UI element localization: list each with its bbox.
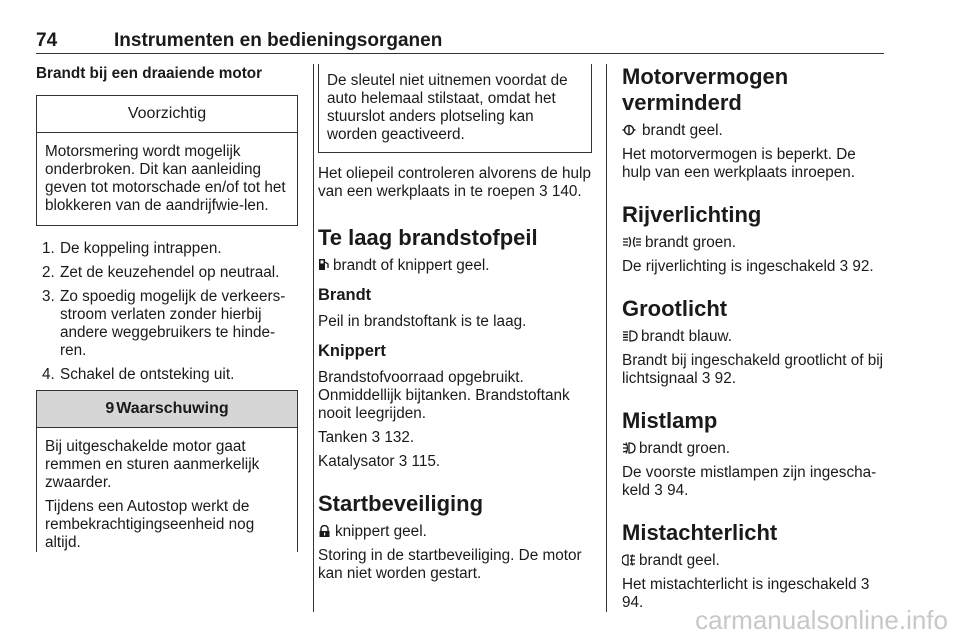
caution-text: Motorsmering wordt mogelijk onderbroken. Dit kan aanleiding geven tot motorschade en/of tot het blokkeren van de aandrijfwie-len. — [45, 143, 286, 214]
column-divider — [606, 64, 607, 612]
warning-box — [36, 390, 298, 552]
list-item: 4. Schakel de ontsteking uit. — [42, 366, 235, 383]
header-rule — [36, 53, 884, 54]
fuel-line: brandt of knippert geel. — [318, 257, 592, 275]
page-title: Instrumenten en bedieningsorganen — [114, 30, 443, 51]
column-right — [622, 64, 888, 612]
column-left — [36, 64, 298, 552]
knippert-heading: Knippert — [318, 342, 386, 360]
warning-triangle-icon: 9 — [105, 400, 115, 417]
high-line: brandt blauw. — [622, 328, 888, 346]
daytime-lights-icon — [622, 236, 642, 248]
power-heading: Motorvermogen verminderd — [622, 64, 789, 115]
fuel-pump-icon — [318, 258, 330, 271]
rearfog-heading: Mistachterlicht — [622, 520, 778, 545]
lights-line: brandt groen. — [622, 234, 888, 252]
rear-fog-icon — [622, 554, 636, 566]
page-number: 74 — [36, 30, 58, 51]
immob-text: Storing in de startbeveiliging. De motor kan niet worden gestart. — [318, 547, 582, 582]
caution-box — [36, 95, 298, 226]
section-heading: Brandt bij een draaiende motor — [36, 65, 263, 82]
high-heading: Grootlicht — [622, 296, 728, 321]
lights-text: De rijverlichting is ingeschakeld 3 92. — [622, 258, 874, 275]
key-lock-icon — [318, 525, 331, 537]
list-item: 3. Zo spoedig mogelijk de verkeers-stroom verlaten zonder hierbij andere weggebruikers te hinde-ren. — [42, 288, 286, 359]
steps-list — [36, 240, 298, 384]
knippert-text: Brandstofvoorraad opgebruikt. Onmiddellijk bijtanken. Brandstoftank nooit leegrijden. — [318, 369, 570, 422]
brandt-text: Peil in brandstoftank is te laag. — [318, 313, 527, 330]
list-item: 1. De koppeling intrappen. — [42, 240, 222, 257]
page-header — [36, 30, 884, 54]
watermark: carmanualsonline.info — [695, 605, 948, 635]
caution-heading: Voorzichtig — [37, 96, 297, 133]
note-box — [318, 64, 592, 153]
immob-line: knippert geel. — [318, 523, 592, 541]
power-line: brandt geel. — [622, 122, 888, 140]
immob-heading: Startbeveiliging — [318, 491, 484, 516]
fog-text: De voorste mistlampen zijn ingescha-keld 3 94. — [622, 464, 877, 499]
brandt-heading: Brandt — [318, 286, 372, 304]
list-item: 2. Zet de keuzehendel op neutraal. — [42, 264, 280, 281]
fuel-heading: Te laag brandstofpeil — [318, 225, 538, 250]
high-beam-icon — [622, 330, 638, 342]
column-divider — [313, 64, 314, 612]
high-text: Brandt bij ingeschakeld grootlicht of bij lichtsignaal 3 92. — [622, 352, 884, 387]
katalysator-ref: Katalysator 3 115. — [318, 453, 441, 470]
front-fog-icon — [622, 442, 636, 454]
rearfog-line: brandt geel. — [622, 552, 888, 570]
warning-text: Bij uitgeschakelde motor gaat remmen en sturen aanmerkelijk zwaarder. — [45, 438, 260, 491]
note-text: De sleutel niet uitnemen voordat de auto helemaal stilstaat, omdat het stuurslot anders plotseling kan worden geactiveerd. — [327, 72, 568, 143]
tanken-ref: Tanken 3 132. — [318, 429, 415, 446]
fog-heading: Mistlamp — [622, 408, 718, 433]
engine-power-icon — [622, 124, 636, 136]
oil-text: Het oliepeil controleren alvorens de hulp van een werkplaats in te roepen 3 140. — [318, 165, 591, 200]
column-middle — [318, 64, 592, 583]
lights-heading: Rijverlichting — [622, 202, 762, 227]
rearfog-text: Het mistachterlicht is ingeschakeld 3 94. — [622, 576, 870, 611]
warning-heading: 9 Waarschuwing — [37, 391, 297, 428]
fog-line: brandt groen. — [622, 440, 888, 458]
power-text: Het motorvermogen is beperkt. De hulp van een werkplaats inroepen. — [622, 146, 856, 181]
warning-text: Tijdens een Autostop werkt de rembekrachtigingseenheid nog altijd. — [45, 498, 255, 551]
